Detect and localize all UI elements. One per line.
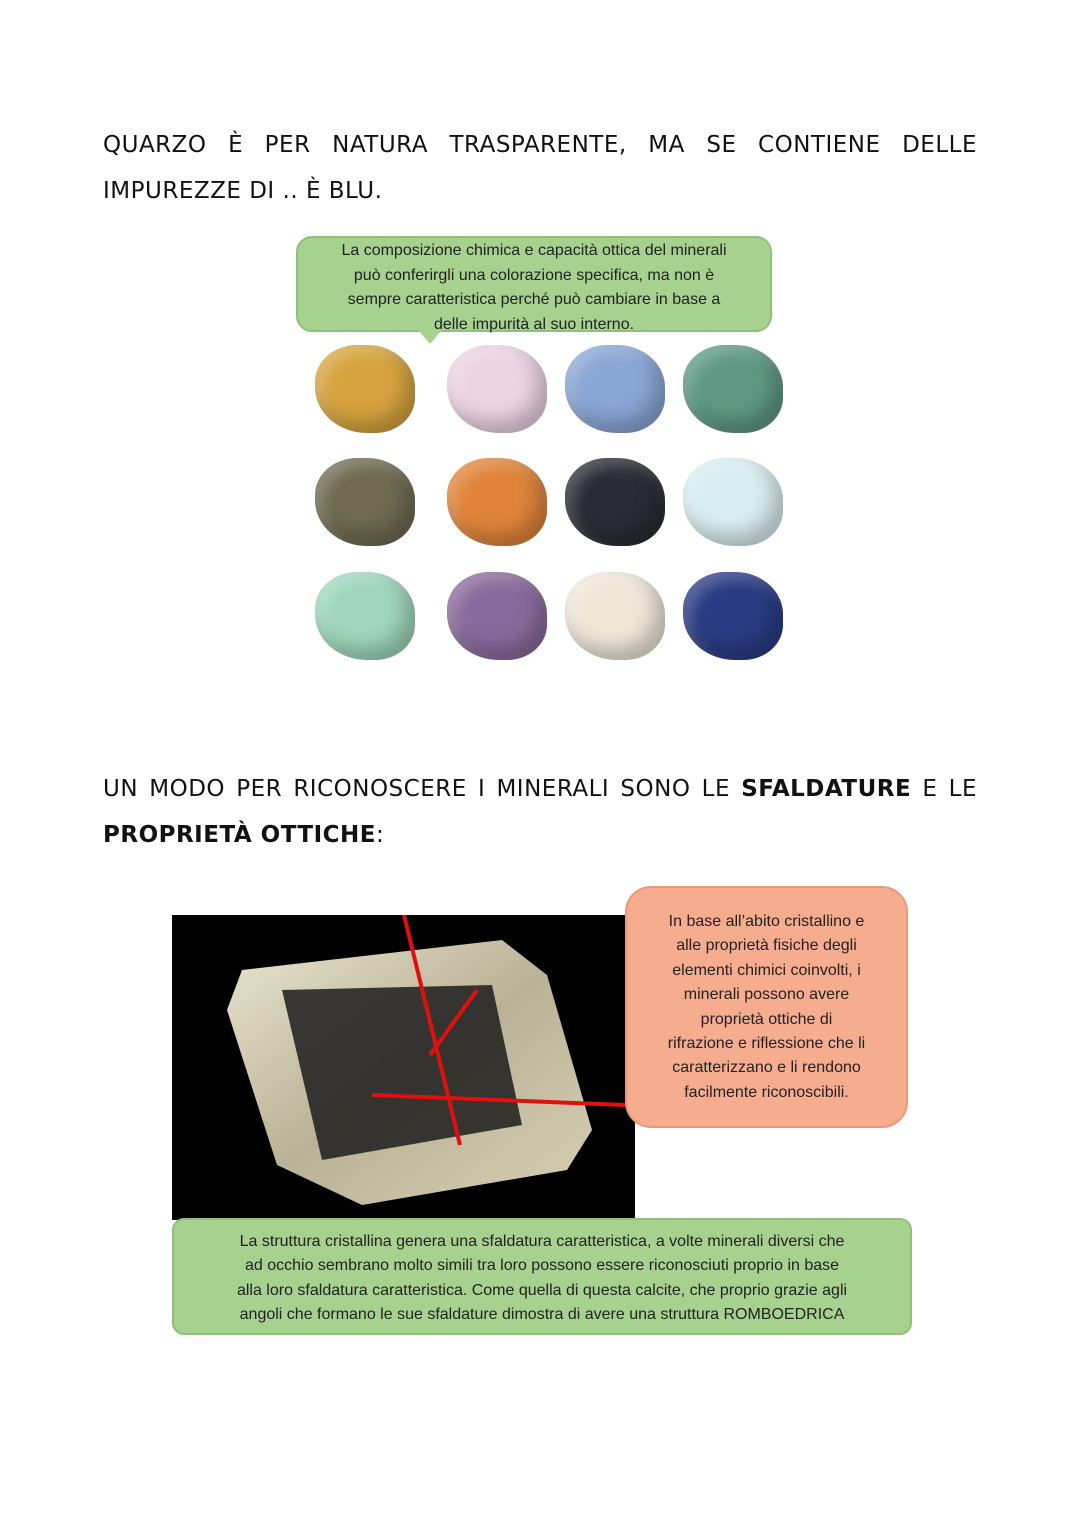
callout-line: può conferirgli una colorazione specifica, ma non è [353, 266, 715, 284]
mineral-sample [315, 345, 415, 433]
calcite-photo [172, 915, 635, 1220]
mineral-color-callout [296, 236, 772, 332]
callout-line: proprietà ottiche di [700, 1010, 833, 1028]
cleavage-heading [103, 766, 977, 858]
callout-line: In base all’abito cristallino e [668, 913, 865, 930]
mineral-sample [315, 572, 415, 660]
callout-line: rifrazione e riflessione che li [667, 1035, 866, 1053]
calcite-crystal [172, 915, 635, 1220]
heading-bold-proprieta: PROPRIETÀ OTTICHE [103, 822, 377, 848]
mineral-sample [683, 572, 783, 660]
callout-line: La struttura cristallina genera una sfaldatura caratteristica, a volte minerali diversi che [239, 1233, 845, 1250]
callout-line: alle proprietà fisiche degli [676, 937, 857, 955]
callout-line: minerali possono avere [683, 986, 850, 1004]
mineral-sample [315, 458, 415, 546]
mineral-sample [447, 572, 547, 660]
callout-line: caratterizzano e li rendono [672, 1059, 861, 1077]
mineral-sample [565, 458, 665, 546]
callout-line: alla loro sfaldatura caratteristica. Come quella di questa calcite, che proprio grazie agli [236, 1281, 848, 1299]
callout-line: delle impurità al suo interno. [433, 315, 635, 333]
mineral-sample [447, 458, 547, 546]
callout-line: sempre caratteristica perché può cambiare in base a [347, 291, 721, 308]
heading-text: UN MODO PER RICONOSCERE I MINERALI SONO LE [103, 776, 742, 802]
heading-bold-sfaldature: SFALDATURE [741, 776, 912, 802]
callout-line: angoli che formano le sue sfaldature dimostra di avere una struttura ROMBOEDRICA [239, 1306, 845, 1324]
cleavage-callout [172, 1218, 912, 1335]
mineral-sample [565, 572, 665, 660]
mineral-sample [565, 345, 665, 433]
callout-line: elementi chimici coinvolti, i [672, 961, 861, 979]
callout-line: ad occhio sembrano molto simili tra loro possono essere riconosciuti proprio in base [244, 1257, 840, 1275]
minerals-image [300, 340, 790, 680]
quartz-heading: QUARZO È PER NATURA TRASPARENTE, MA SE CONTIENE DELLE IMPUREZZE DI .. È BLU. [103, 132, 977, 204]
heading-text: : [376, 822, 385, 848]
mineral-sample [447, 345, 547, 433]
mineral-sample [683, 458, 783, 546]
mineral-sample [683, 345, 783, 433]
callout-line: La composizione chimica e capacità ottica del minerali [341, 242, 727, 259]
optical-properties-callout [625, 886, 908, 1128]
heading-text: E LE [911, 776, 977, 802]
callout-line: facilmente riconoscibili. [684, 1083, 849, 1101]
